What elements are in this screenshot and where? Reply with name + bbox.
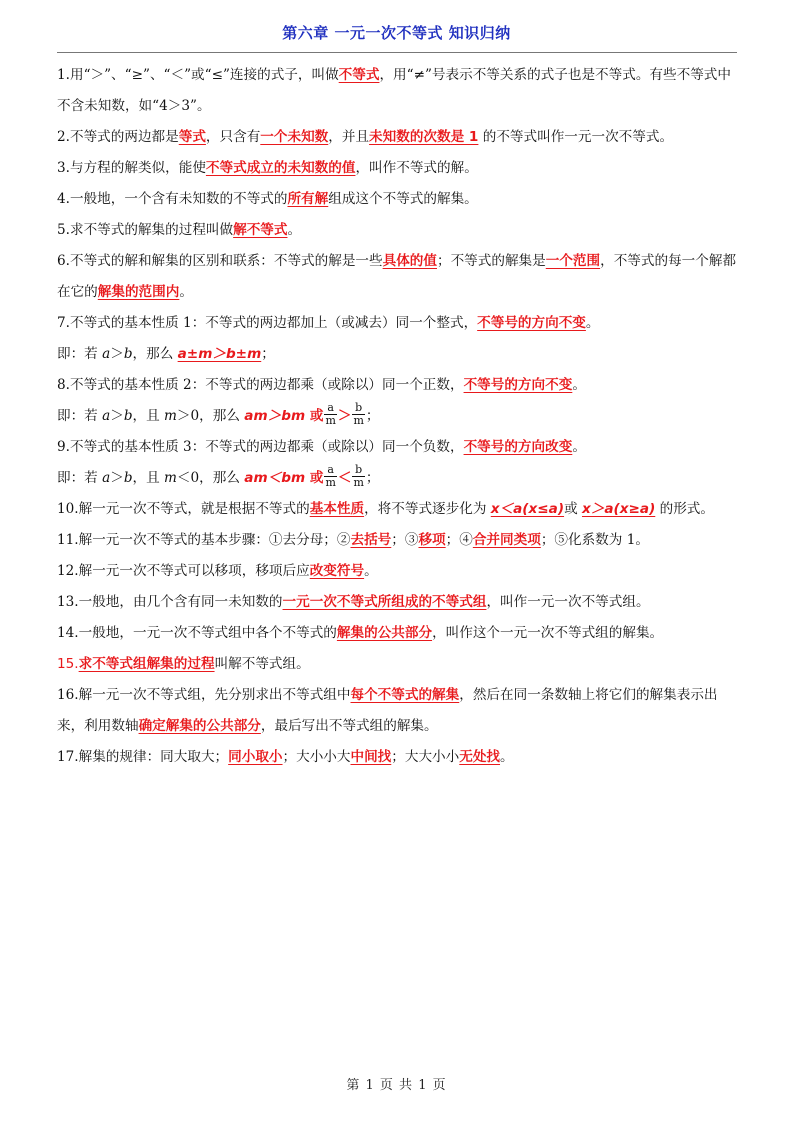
text: 。 [572,439,586,455]
text: ，那么 [132,346,178,362]
text: 即：若 [57,408,103,424]
operator: ＜ [337,470,352,486]
text: 12.解一元一次不等式可以移项，移项后应 [57,563,310,579]
page-title: 第六章 一元一次不等式 知识归纳 [282,24,511,42]
key-term: 解集的公共部分 [336,625,433,641]
text: ，然后在同一条数轴上将它们的解集表示出来，利用数轴 [57,687,718,734]
text: 。 [585,315,600,331]
text: 7.不等式的基本性质 1：不等式的两边都加上（或减去）同一个整式， [57,315,478,331]
text: ； [365,470,380,486]
variable: b [123,470,133,486]
variable: b [123,408,133,424]
text: ，用“≠”号表示不等关系的式子也是不等式。有些不等式中不含未知数，如“4＞3”。 [57,67,731,114]
text: ；大小小大 [282,749,351,765]
text: 11.解一元一次不等式的基本步骤：①去分母；② [57,532,351,548]
text: 。 [179,284,193,300]
denominator: m [353,414,364,427]
text: ＞0，那么 [176,408,245,424]
text: 即：若 [57,346,103,362]
text: 的不等式叫作一元一次不等式。 [478,129,674,145]
item-9 [57,432,741,463]
item-7 [57,308,741,339]
text: 或 [305,470,324,486]
item-14 [57,618,741,649]
item-10 [57,494,741,525]
text: ，将不等式逐步化为 [364,501,491,517]
text: ＜0，那么 [176,470,245,486]
key-formula: am＜bm [244,470,306,486]
key-term: 不等式 [338,67,380,83]
denominator: m [325,476,336,489]
text: 。 [364,563,378,579]
text: 1.用“＞”、“≥”、“＜”或“≤”连接的式子，叫做 [57,67,339,83]
text: 组成这个不等式的解集。 [328,191,478,207]
variable: a [102,346,111,362]
text: ；④ [445,532,473,548]
text: ，叫作不等式的解。 [355,160,478,176]
key-formula: am＞bm [244,408,306,424]
numerator: a [324,402,336,415]
text: ，且 [132,408,165,424]
item-4 [57,184,741,215]
variable: m [164,408,177,424]
item-3 [57,153,741,184]
text: 15. [57,656,79,672]
text: ； [261,346,275,362]
item-11 [57,525,741,556]
key-formula: x＜a(x≤a) [490,501,565,517]
item-7-example [57,339,741,370]
key-term: 不等号的方向改变 [463,439,573,455]
key-term: 不等号的方向不变 [463,377,573,393]
text: ，只含有 [205,129,261,145]
key-term: 未知数的次数是 1 [369,129,479,145]
item-8 [57,370,741,401]
denominator: m [353,476,364,489]
text: 8.不等式的基本性质 2：不等式的两边都乘（或除以）同一个正数， [57,377,464,393]
text: 。 [572,377,586,393]
key-term: 解不等式 [233,222,288,238]
text: 。 [287,222,302,238]
key-term: 改变符号 [309,563,365,579]
text: ，不等式的每一个解都在它的 [57,253,737,300]
text: 13.一般地，由几个含有同一未知数的 [57,594,283,610]
text: ＞ [110,346,124,362]
fraction-b-over-m [352,464,364,489]
key-term: 等式 [178,129,206,145]
key-formula: x＞a(x≥a) [581,501,656,517]
key-term: 同小取小 [228,749,283,765]
text: ，叫作一元一次不等式组。 [486,594,650,610]
item-13 [57,587,741,618]
text: 即：若 [57,470,103,486]
text: ，叫作这个一元一次不等式组的解集。 [432,625,664,641]
text: 5.求不等式的解集的过程叫做 [57,222,234,238]
text: ，且 [132,470,165,486]
item-12 [57,556,741,587]
text: ；不等式的解集是 [437,253,546,269]
key-term: 合并同类项 [472,532,541,548]
item-15 [57,649,741,680]
key-term: 中间找 [350,749,392,765]
text: ；大大小小 [391,749,460,765]
key-term: 移项 [418,532,446,548]
item-9-example [57,463,741,494]
key-term: 具体的值 [382,253,437,269]
item-2 [57,122,741,153]
variable: m [164,470,177,486]
text: 。 [500,749,514,765]
fraction-b-over-m [352,402,364,427]
page-footer: 第 1 页 共 1 页 [346,1078,447,1093]
key-term: 求不等式组解集的过程 [78,656,215,672]
key-term: 无处找 [459,749,501,765]
text: 17.解集的规律：同大取大； [57,749,229,765]
item-6 [57,246,741,308]
key-term: 不等号的方向不变 [477,315,586,331]
key-term: 一元一次不等式所组成的不等式组 [282,594,487,610]
text: ＞ [110,470,124,486]
key-term: 解集的范围内 [97,284,180,300]
text: ； [365,408,380,424]
text: 9.不等式的基本性质 3：不等式的两边都乘（或除以）同一个负数， [57,439,464,455]
key-term: 确定解集的公共部分 [138,718,261,734]
item-16 [57,680,741,742]
key-term: 不等式成立的未知数的值 [205,160,356,176]
header-divider [57,52,737,53]
item-1 [57,60,741,122]
text: 14.一般地，一元一次不等式组中各个不等式的 [57,625,337,641]
text: 或 [305,408,324,424]
text: 2.不等式的两边都是 [57,129,179,145]
text: ；⑤化系数为 1。 [540,532,649,548]
text: 的形式。 [655,501,714,517]
key-term: 基本性质 [309,501,365,517]
text: ＞ [110,408,124,424]
variable: a [102,408,111,424]
fraction-a-over-m [324,464,336,489]
key-formula: a±m＞b±m [177,346,262,362]
variable: a [102,470,111,486]
variable: b [123,346,133,362]
numerator: b [352,402,364,415]
text: 或 [564,501,582,517]
text: 4.一般地，一个含有未知数的不等式的 [57,191,288,207]
item-8-example [57,401,741,432]
text: 6.不等式的解和解集的区别和联系：不等式的解是一些 [57,253,383,269]
text: 10.解一元一次不等式，就是根据不等式的 [57,501,310,517]
text: 叫解不等式组。 [214,656,310,672]
text: ，并且 [328,129,370,145]
text: 16.解一元一次不等式组，先分别求出不等式组中 [57,687,351,703]
numerator: a [324,464,336,477]
key-term: 每个不等式的解集 [350,687,460,703]
key-term: 一个范围 [545,253,601,269]
text: ；③ [391,532,419,548]
key-term: 一个未知数 [260,129,329,145]
document-body [57,60,741,773]
item-17 [57,742,741,773]
denominator: m [325,414,336,427]
key-term: 去括号 [350,532,392,548]
numerator: b [352,464,364,477]
item-5 [57,215,741,246]
fraction-a-over-m [324,402,336,427]
text: 3.与方程的解类似，能使 [57,160,206,176]
key-term: 所有解 [287,191,329,207]
operator: ＞ [337,408,352,424]
text: ，最后写出不等式组的解集。 [260,718,438,734]
